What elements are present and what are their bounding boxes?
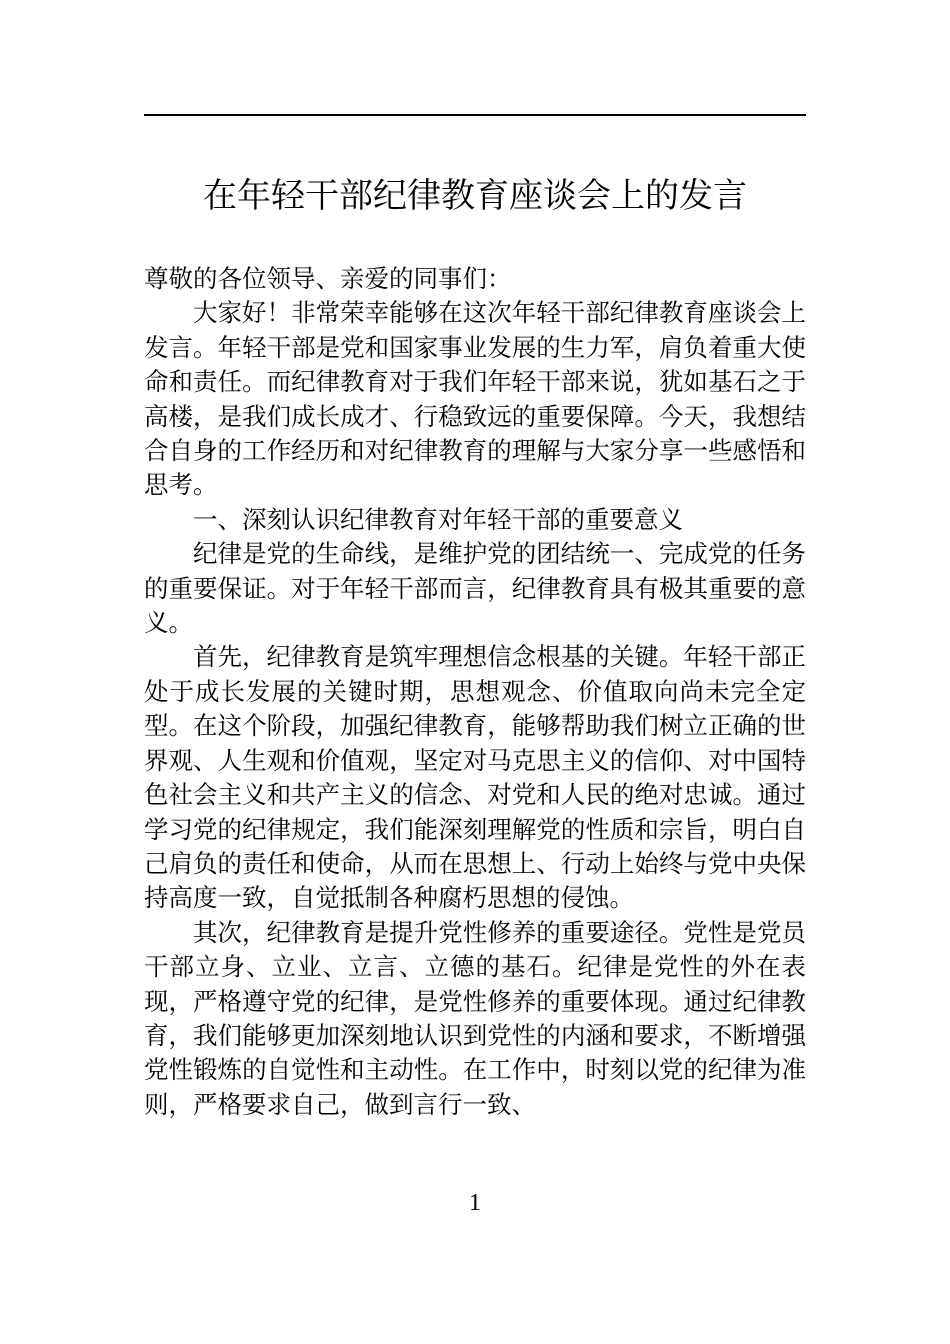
document-title: 在年轻干部纪律教育座谈会上的发言 [203,176,747,216]
paragraph-first-point: 首先，纪律教育是筑牢理想信念根基的关键。年轻干部正处于成长发展的关键时期，思想观念、价值取向尚未完全定型。在这个阶段，加强纪律教育，能够帮助我们树立正确的世界观、人生观和价值观，坚定对马克思主义的信仰、对中国特色社会主义和共产主义的信念、对党和人民的绝对忠诚。通过学习党的纪律规定，我们能深刻理解党的性质和宗旨，明白自己肩负的责任和使命，从而在思想上、行动上始终与党中央保持高度一致，自觉抵制各种腐朽思想的侵蚀。 [144,642,806,913]
paragraph-second-point: 其次，纪律教育是提升党性修养的重要途径。党性是党员干部立身、立业、立言、立德的基石。纪律是党性的外在表现，严格遵守党的纪律，是党性修养的重要体现。通过纪律教育，我们能够更加深刻地认识到党性的内涵和要求，不断增强党性锻炼的自觉性和主动性。在工作中，时刻以党的纪律为准则，严格要求自己，做到言行一致、 [144,917,806,1119]
header-rule [144,114,806,116]
salutation: 尊敬的各位领导、亲爱的同事们： [144,264,512,293]
paragraph-intro: 大家好！非常荣幸能够在这次年轻干部纪律教育座谈会上发言。年轻干部是党和国家事业发展的生力军，肩负着重大使命和责任。而纪律教育对于我们年轻干部来说，犹如基石之于高楼，是我们成长成才、行稳致远的重要保障。今天，我想结合自身的工作经历和对纪律教育的理解与大家分享一些感悟和思考。 [144,298,806,500]
page-number: 1 [469,1190,481,1216]
document-body [144,262,806,1122]
section-heading-1: 一、深刻认识纪律教育对年轻干部的重要意义 [193,504,683,534]
paragraph-discipline-lifeline: 纪律是党的生命线，是维护党的团结统一、完成党的任务的重要保证。对于年轻干部而言，纪律教育具有极其重要的意义。 [144,539,806,638]
